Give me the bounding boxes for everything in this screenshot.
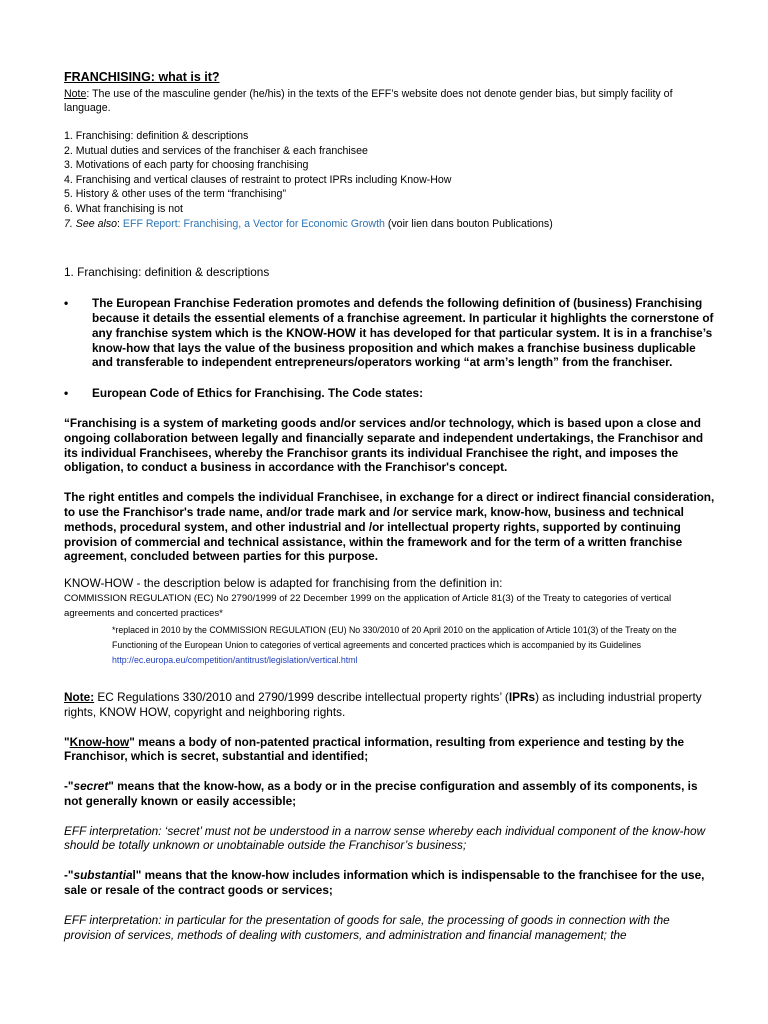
bullet-code-of-ethics: • European Code of Ethics for Franchising. The Code states: [64,386,424,401]
page-title: FRANCHISING: what is it? [64,70,220,84]
substantial-definition: -"substantial" means that the know-how includes information which is indispensable to the franchisee for the use, sale or resale of the contract goods or services; [64,868,705,898]
eff-report-link[interactable]: EFF Report: Franchising, a Vector for Economic Growth [122,217,385,230]
document-body [64,70,716,942]
gender-note: Note: The use of the masculine gender (he/his) in the texts of the EFF’s website does not denote gender bias, but simply facility of language. [64,88,673,114]
toc-item-see-also: 7. See also: EFF Report: Franchising, a Vector for Economic Growth (voir lien dans bouton Publications) [64,217,553,230]
code-quote-2: The right entitles and compels the individual Franchisee, in exchange for a direct or indirect financial consideration, to use the Franchisor's trade name, and/or trade mark and /or service mark, know-how, business and technical methods, procedural system, and other industrial and /or intellectual property rights, supported by continuing provision of commercial and technical assistance, within the framework and for the term of a written franchise agreement, concluded between parties for this purpose. [64,490,715,564]
toc-item[interactable]: 5. History & other uses of the term “franchising” [64,188,286,201]
bullet-icon: • [64,386,69,401]
table-of-contents [64,129,716,231]
toc-item[interactable]: 6. What franchising is not [64,202,183,215]
knowhow-intro: KNOW-HOW - the description below is adapted for franchising from the definition in: [64,576,503,591]
bullet-definition: • The European Franchise Federation promotes and defends the following definition of (business) Franchising because it details the essential elements of a franchise agreement. In particular it highlights the cornerstone of any franchise system which is the KNOW-HOW it has developed for that particular system. It is in a franchise’s know-how that lays the value of the business proposition and which makes a franchise business duplicable and transferable to independent entrepreneurs/operators working “at arm’s length” from the franchiser. [64,296,714,370]
eff-interpretation-substantial: EFF interpretation: in particular for the presentation of goods for sale, the processing of goods in connection with the provision of services, methods of dealing with customers, and administration and financial management; the [64,912,670,942]
knowhow-definition: "Know-how" means a body of non-patented practical information, resulting from experience and testing by the Franchisor, which is secret, substantial and identified; [64,734,685,764]
ipr-note: Note: EC Regulations 330/2010 and 2790/1999 describe intellectual property rights’ (IPRs) as including industrial property rights, KNOW HOW, copyright and neighboring rights. [64,689,702,719]
toc-item[interactable]: 1. Franchising: definition & descriptions [64,130,249,142]
secret-definition: -"secret" means that the know-how, as a body or in the precise configuration and assembly of its components, is not generally known or easily accessible; [64,779,698,808]
section-heading: 1. Franchising: definition & descriptions [64,265,270,280]
toc-item[interactable]: 3. Motivations of each party for choosing franchising [64,159,309,172]
code-quote-1: “Franchising is a system of marketing goods and/or services and/or technology, which is based upon a close and ongoing collaboration between legally and financially separate and independent undertakings, the Franchisor and its individual Franchisees, whereby the Franchisor grants its individual Franchisee the right, and imposes the obligation, to conduct a business in accordance with the Franchisor's concept. [64,415,704,475]
toc-item[interactable]: 4. Franchising and vertical clauses of restraint to protect IPRs including Know-How [64,173,452,186]
ec-europa-link[interactable]: http://ec.europa.eu/competition/antitrust/legislation/vertical.html [112,654,358,665]
eff-interpretation-secret: EFF interpretation: ‘secret’ must not be understood in a narrow sense whereby each individual component of the know-how should be totally unknown or unobtainable outside the Franchisor’s business; [64,823,706,853]
regulation-footnote: *replaced in 2010 by the COMMISSION REGULATION (EU) No 330/2010 of 20 April 2010 on the application of Article 101(3) of the Treaty on the Functioning of the European Union to categories of vertical agreements and concerted practices which is accompanied by its Guidelines http://ec.europa.eu/competition/antitrust/legislation/vertical.html [112,624,677,665]
bullet-icon: • [64,296,69,311]
toc-item[interactable]: 2. Mutual duties and services of the franchiser & each franchisee [64,144,368,157]
regulation-citation: COMMISSION REGULATION (EC) No 2790/1999 of 22 December 1999 on the application of Article 81(3) of the Treaty to categories of vertical agreements and concerted practices* [64,592,672,619]
